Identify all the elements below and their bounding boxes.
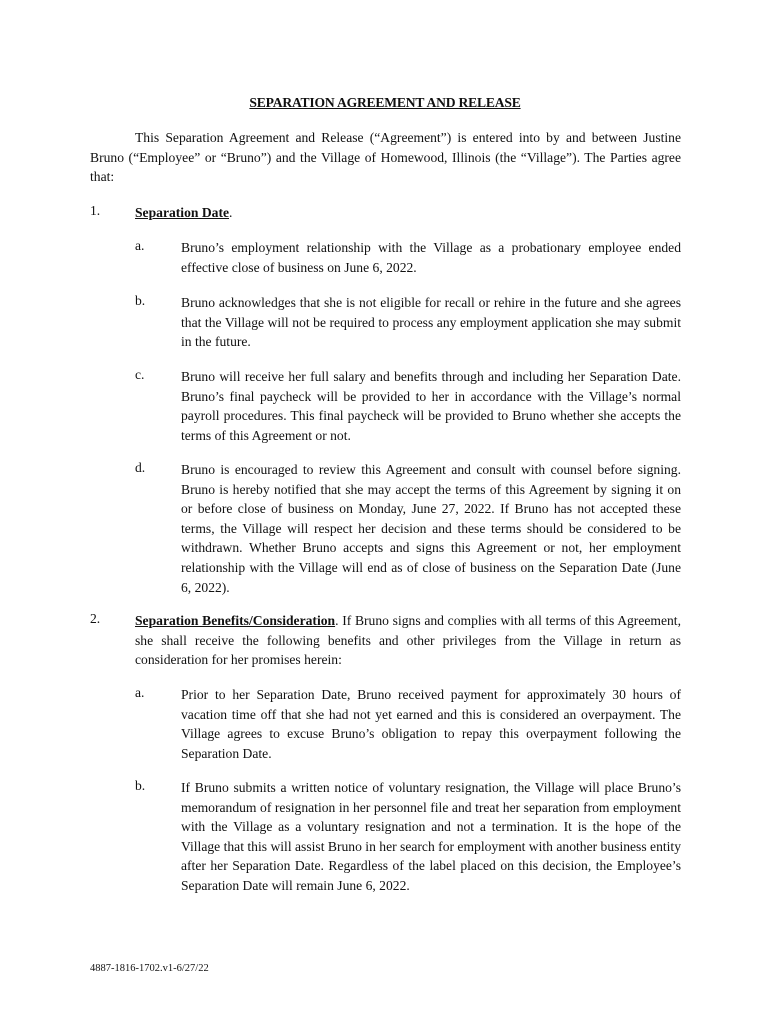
item-letter: a. bbox=[135, 238, 145, 253]
item-text: Bruno will receive her full salary and benefits through and including her Separation Date. Bruno’s final paycheck will be provided to her in accordance with the Village’s normal payroll procedures. This final paycheck will be provided to Bruno whether she accepts the terms of this Agreement or not. bbox=[181, 369, 681, 443]
item-text: Prior to her Separation Date, Bruno received payment for approximately 30 hours of vacation time off that she had not yet earned and this is considered an overpayment. The Village agrees to excuse Bruno’s obligation to repay this overpayment following the Separation Date. bbox=[181, 687, 681, 761]
section-heading-suffix: . bbox=[335, 613, 339, 628]
document-footer-id: 4887-1816-1702.v1-6/27/22 bbox=[90, 963, 209, 974]
section-number: 1. bbox=[90, 203, 101, 218]
section-number: 2. bbox=[90, 611, 101, 626]
item-letter: b. bbox=[135, 778, 146, 793]
item-text: If Bruno submits a written notice of voluntary resignation, the Village will place Bruno’s memorandum of resignation in her personnel file and treat her separation from employment with the Village as a voluntary resignation and not a termination. It is the hope of the Village that this will assist Bruno in her search for employment with another business entity after her Separation Date. Regardless of the label placed on this decision, the Employee’s Separation Date will remain June 6, 2022. bbox=[181, 780, 681, 893]
item-text: Bruno acknowledges that she is not eligible for recall or rehire in the future and she agrees that the Village will not be required to process any employment application she may submit in the future. bbox=[181, 295, 681, 350]
section-heading-line bbox=[135, 611, 681, 670]
section-heading-suffix: . bbox=[229, 205, 233, 220]
item-letter: c. bbox=[135, 367, 145, 382]
item-letter: d. bbox=[135, 460, 146, 475]
item-letter: a. bbox=[135, 685, 145, 700]
section-heading: Separation Benefits/Consideration bbox=[135, 613, 336, 628]
section-heading-line bbox=[135, 203, 681, 223]
section-body: If Bruno signs and complies with all terms of this Agreement, she shall receive the following benefits and other privileges from the Village in return as consideration for her promises herein: bbox=[135, 613, 681, 668]
item-letter: b. bbox=[135, 293, 146, 308]
document-title: SEPARATION AGREEMENT AND RELEASE bbox=[249, 95, 521, 110]
item-text: Bruno is encouraged to review this Agreement and consult with counsel before signing. Bruno is hereby notified that she may accept the terms of this Agreement by signing it on or before close of business on Monday, June 27, 2022. If Bruno has not accepted these terms, the Village will respect her decision and these terms should be considered to be withdrawn. Whether Bruno accepts and signs this Agreement or not, her employment relationship with the Village will end as of close of business on the Separation Date (June 6, 2022). bbox=[181, 462, 681, 595]
item-text: Bruno’s employment relationship with the Village as a probationary employee ended effective close of business on June 6, 2022. bbox=[181, 240, 681, 275]
section-heading: Separation Date bbox=[135, 205, 230, 220]
intro-paragraph: This Separation Agreement and Release (“Agreement”) is entered into by and between Justine Bruno (“Employee” or “Bruno”) and the Village of Homewood, Illinois (the “Village”). The Parties agree that: bbox=[90, 130, 681, 185]
